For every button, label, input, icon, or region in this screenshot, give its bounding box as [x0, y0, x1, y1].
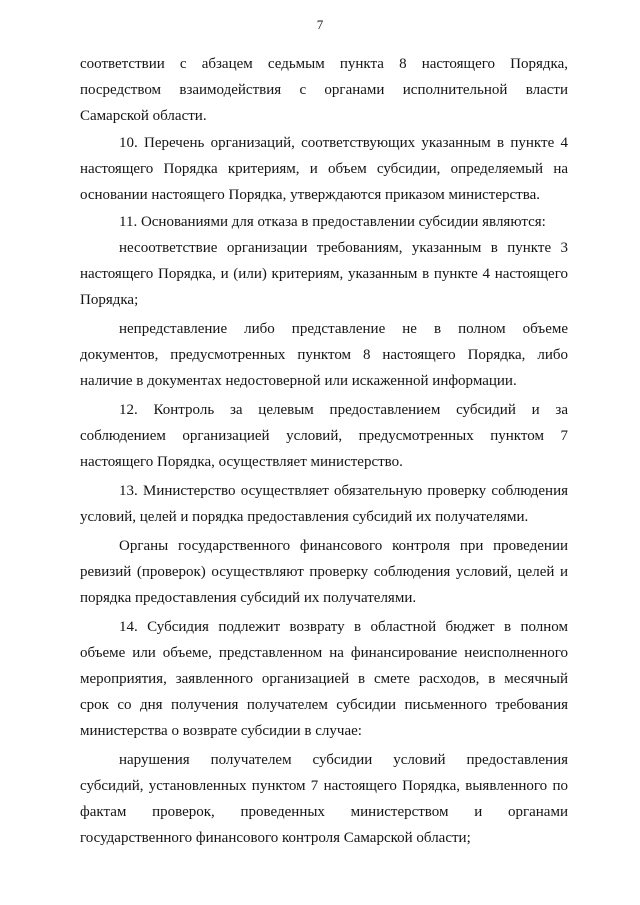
text-line: нарушения получателем субсидии условий предоставления	[119, 752, 568, 768]
text-line: 12. Контроль за целевым предоставлением субсидий и за	[119, 402, 568, 418]
text-line: непредставление либо представление не в полном объеме	[119, 321, 568, 337]
text-line: мероприятия, заявленного организацией в смете расходов, в месячный	[80, 671, 568, 687]
text-line: настоящего Порядка, осуществляет министерство.	[80, 454, 403, 470]
text-line: срок со дня получения получателем субсидии письменного требования	[80, 697, 568, 713]
text-line: соблюдением организацией условий, предусмотренных пунктом 7	[80, 428, 568, 444]
text-line: объеме или объеме, представленном на финансирование неисполненного	[80, 645, 568, 661]
text-line: субсидий, установленных пунктом 7 настоящего Порядка, выявленного по	[80, 778, 568, 794]
text-line: соответствии с абзацем седьмым пункта 8 настоящего Порядка,	[80, 56, 568, 72]
text-line: министерства о возврате субсидии в случае:	[80, 723, 362, 739]
text-line: основании настоящего Порядка, утверждаются приказом министерства.	[80, 187, 540, 203]
text-line: 10. Перечень организаций, соответствующих указанным в пункте 4	[119, 135, 568, 151]
text-line: Порядка;	[80, 292, 139, 308]
page-number: 7	[316, 17, 324, 32]
text-line: 13. Министерство осуществляет обязательную проверку соблюдения	[119, 483, 568, 499]
text-line: Органы государственного финансового контроля при проведении	[119, 538, 568, 554]
text-line: посредством взаимодействия с органами исполнительной власти	[80, 82, 568, 98]
text-line: 11. Основаниями для отказа в предоставлении субсидии являются:	[119, 214, 546, 230]
text-line: государственного финансового контроля Самарской области;	[80, 830, 471, 846]
text-line: несоответствие организации требованиям, указанным в пункте 3	[119, 240, 568, 256]
text-line: наличие в документах недостоверной или искаженной информации.	[80, 373, 517, 389]
text-line: настоящего Порядка критериям, и объем субсидии, определяемый на	[80, 161, 568, 177]
text-line: порядка предоставления субсидий их получателями.	[80, 590, 417, 606]
text-line: Самарской области.	[80, 108, 207, 124]
text-line: условий, целей и порядка предоставления субсидий их получателями.	[80, 509, 529, 525]
text-line: фактам проверок, проведенных министерством и органами	[80, 804, 568, 820]
text-line: ревизий (проверок) осуществляют проверку соблюдения условий, целей и	[80, 564, 568, 580]
text-line: настоящего Порядка, и (или) критериям, указанным в пункте 4 настоящего	[80, 266, 568, 282]
text-line: документов, предусмотренных пунктом 8 настоящего Порядка, либо	[80, 347, 568, 363]
text-line: 14. Субсидия подлежит возврату в областной бюджет в полном	[119, 619, 568, 635]
